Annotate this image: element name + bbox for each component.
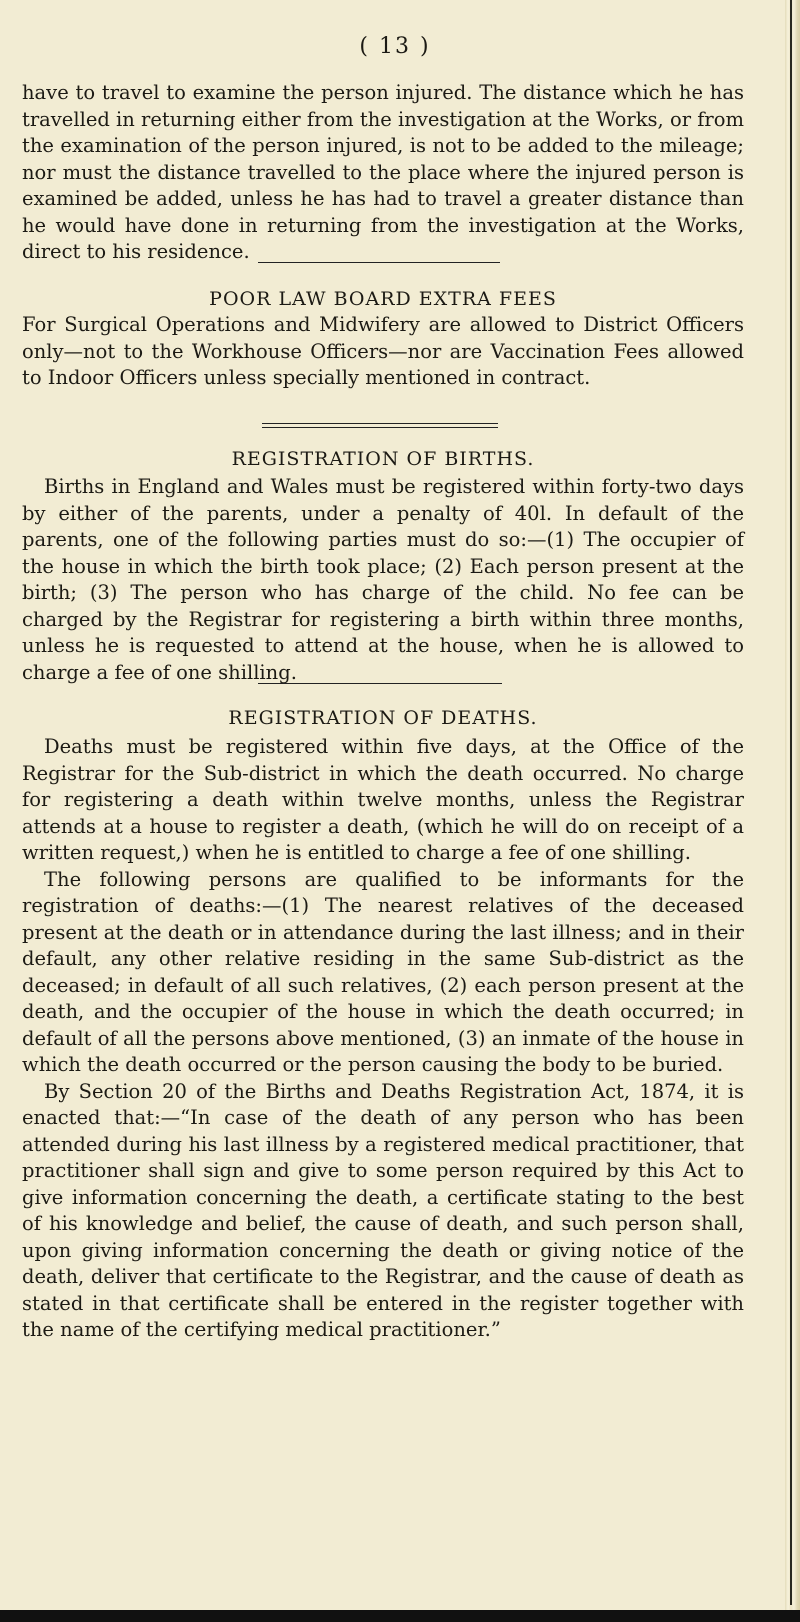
deaths-paragraph-3: By Section 20 of the Births and Deaths Registration Act, 1874, it is enacted that:—“In case of the death of any person who has been attended during his last illness by a registered medical practitioner, that practitioner shall sign and give to some person required by this Act to give information concerning the death, a certificate stating to the best of his knowledge and belief, the cause of death, and such person shall, upon giving information concerning the death or giving notice of the death, deliver that certificate to the Registrar, and the cause of death as stated in that certificate shall be entered in the register together with the name of the certifying medical practitioner.” [22, 1079, 744, 1341]
intro-text: have to travel to examine the person injured. The distance which he has travelled in returning either from the investigation at the Works, or from the examination of the person injured, is not to be added to the mileage; nor must the distance travelled to the place where the injured person is examined be added, unless he has had to travel a greater distance than he would have done in returning from the investigation at the Works, direct to his residence. [22, 81, 744, 263]
section-divider [258, 683, 502, 684]
page-edge-line [790, 0, 792, 1605]
section-divider [258, 262, 500, 263]
births-text: Births in England and Wales must be registered within forty-two days by either of the parents, under a penalty of 40l. In default of the parents, one of the following parties must do so:—(1) The occupier of the house in which the birth took place; (2) Each person present at the birth; (3) The person who has charge of the child. No fee can be charged by the Registrar for registering a birth within three months, unless he is requested to attend at the house, when he is allowed to charge a fee of one shilling. [22, 475, 744, 684]
page-number: ( 13 ) [359, 34, 431, 59]
poor-law-paragraph [22, 312, 744, 392]
page-edge [785, 0, 800, 1622]
deaths-section [22, 734, 744, 1344]
births-paragraph [22, 474, 744, 686]
scan-border [0, 1610, 800, 1622]
poor-law-heading: POOR LAW BOARD EXTRA FEES [209, 288, 557, 310]
intro-paragraph [22, 80, 744, 266]
births-heading: REGISTRATION OF BIRTHS. [231, 448, 535, 470]
section-divider-double [262, 423, 498, 428]
deaths-heading: REGISTRATION OF DEATHS. [228, 707, 538, 729]
deaths-paragraph-2: The following persons are qualified to be informants for the registration of deaths:—(1) The nearest relatives of the deceased present at the death or in attendance during the last illness; and in their default, any other relative residing in the same Sub-district as the deceased; in default of all such relatives, (2) each person present at the death, and the occupier of the house in which the death occurred; in default of all the persons above mentioned, (3) an inmate of the house in which the death occurred or the person causing the body to be buried. [22, 867, 744, 1076]
deaths-paragraph-1: Deaths must be registered within five days, at the Office of the Registrar for the Sub-district in which the death occurred. No charge for registering a death within twelve months, unless the Registrar attends at a house to register a death, (which he will do on receipt of a written request,) when he is entitled to charge a fee of one shilling. [22, 735, 744, 864]
poor-law-text: For Surgical Operations and Midwifery are allowed to District Officers only—not to the Workhouse Officers—nor are Vaccination Fees allowed to Indoor Officers unless specially mentioned in contract. [22, 313, 744, 389]
